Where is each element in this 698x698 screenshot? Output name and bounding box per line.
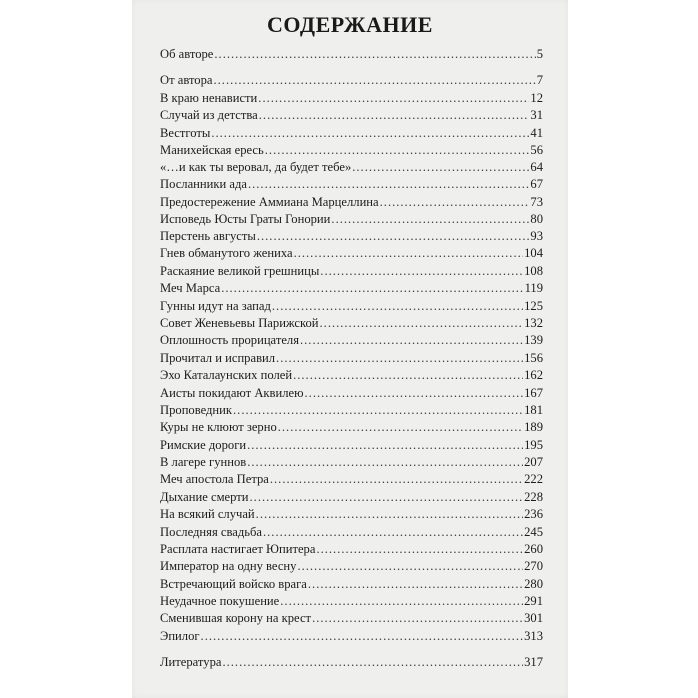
toc-entry-page-number: 5 xyxy=(536,47,543,61)
dot-leader xyxy=(265,143,530,158)
dot-leader xyxy=(214,47,535,62)
dot-leader xyxy=(312,611,523,626)
toc-entry-page-number: 139 xyxy=(524,333,543,347)
dot-leader xyxy=(294,246,524,261)
table-of-contents xyxy=(160,0,543,698)
dot-leader xyxy=(214,73,536,88)
dot-leader xyxy=(258,91,529,106)
toc-entry xyxy=(160,299,543,315)
toc-entry-page-number: 93 xyxy=(530,229,543,243)
toc-entry-page-number: 280 xyxy=(524,577,543,591)
toc-entry-title: Исповедь Юсты Граты Гонории xyxy=(160,212,331,226)
toc-entry-title: Эпилог xyxy=(160,629,200,643)
dot-leader xyxy=(320,316,524,331)
dot-leader xyxy=(280,594,523,609)
dot-leader xyxy=(297,559,523,574)
toc-entry-page-number: 228 xyxy=(524,490,543,504)
toc-entry-page-number: 270 xyxy=(524,559,543,573)
toc-entry-title: Неудачное покушение xyxy=(160,594,280,608)
dot-leader xyxy=(211,126,529,141)
dot-leader xyxy=(256,507,523,522)
dot-leader xyxy=(263,525,523,540)
toc-entry-title: Случай из детства xyxy=(160,108,258,122)
toc-entry-page-number: 12 xyxy=(530,91,543,105)
toc-entry-title: Посланники ада xyxy=(160,177,247,191)
toc-entry xyxy=(160,542,543,558)
toc-entry-title: Гнев обманутого жениха xyxy=(160,246,293,260)
toc-entry-title: Последняя свадьба xyxy=(160,525,262,539)
toc-entry-page-number: 125 xyxy=(524,299,543,313)
toc-entry xyxy=(160,507,543,523)
toc-entry xyxy=(160,611,543,627)
toc-entry xyxy=(160,368,543,384)
toc-entry-page-number: 132 xyxy=(524,316,543,330)
toc-entry xyxy=(160,143,543,159)
toc-entry-title: От автора xyxy=(160,73,213,87)
toc-entry-title: Римские дороги xyxy=(160,438,247,452)
toc-entry xyxy=(160,525,543,541)
toc-entry-title: Аисты покидают Аквилею xyxy=(160,386,304,400)
toc-entry-page-number: 313 xyxy=(524,629,543,643)
toc-entry-title: Меч Марса xyxy=(160,281,221,295)
dot-leader xyxy=(201,629,524,644)
page-title: СОДЕРЖАНИЕ xyxy=(267,12,433,37)
dot-leader xyxy=(247,455,523,470)
toc-entry-title: Куры не клюют зерно xyxy=(160,420,277,434)
toc-entry-page-number: 56 xyxy=(530,143,543,157)
toc-entry-title: Расплата настигает Юпитера xyxy=(160,542,316,556)
toc-entry-page-number: 167 xyxy=(524,386,543,400)
toc-entry xyxy=(160,47,543,63)
toc-entry xyxy=(160,316,543,332)
toc-entry-page-number: 7 xyxy=(536,73,543,87)
dot-leader xyxy=(222,655,523,670)
toc-entry xyxy=(160,455,543,471)
toc-entry xyxy=(160,177,543,193)
toc-entry xyxy=(160,629,543,645)
dot-leader xyxy=(380,195,530,210)
toc-entry xyxy=(160,386,543,402)
toc-entry-page-number: 108 xyxy=(524,264,543,278)
toc-entry xyxy=(160,73,543,89)
toc-entry-title: Перстень августы xyxy=(160,229,256,243)
toc-entry-page-number: 31 xyxy=(530,108,543,122)
toc-entry-title: Дыхание смерти xyxy=(160,490,249,504)
toc-entry-title: Предостережение Аммиана Марцеллина xyxy=(160,195,379,209)
toc-entry xyxy=(160,577,543,593)
toc-entry xyxy=(160,403,543,419)
toc-entry-page-number: 104 xyxy=(524,246,543,260)
toc-entry-page-number: 189 xyxy=(524,420,543,434)
toc-entry-title: Об авторе xyxy=(160,47,214,61)
dot-leader xyxy=(278,420,523,435)
toc-entry-title: Литература xyxy=(160,655,222,669)
toc-entry xyxy=(160,246,543,262)
toc-entry-title: Эхо Каталаунских полей xyxy=(160,368,293,382)
dot-leader xyxy=(293,368,523,383)
toc-entry-title: Гунны идут на запад xyxy=(160,299,271,313)
dot-leader xyxy=(257,229,530,244)
toc-entry-page-number: 301 xyxy=(524,611,543,625)
dot-leader xyxy=(276,351,523,366)
toc-entry xyxy=(160,91,543,107)
dot-leader xyxy=(331,212,529,227)
dot-leader xyxy=(272,299,523,314)
dot-leader xyxy=(305,386,524,401)
dot-leader xyxy=(259,108,530,123)
toc-entry xyxy=(160,490,543,506)
toc-entry-page-number: 222 xyxy=(524,472,543,486)
toc-entry xyxy=(160,438,543,454)
dot-leader xyxy=(308,577,523,592)
toc-entry-page-number: 67 xyxy=(530,177,543,191)
toc-entry-page-number: 207 xyxy=(524,455,543,469)
toc-entry xyxy=(160,126,543,142)
toc-entry-title: В краю ненависти xyxy=(160,91,258,105)
toc-entry xyxy=(160,351,543,367)
toc-entry-page-number: 162 xyxy=(524,368,543,382)
toc-entry xyxy=(160,108,543,124)
toc-entry-title: В лагере гуннов xyxy=(160,455,247,469)
toc-entry-page-number: 317 xyxy=(524,655,543,669)
toc-entry-page-number: 119 xyxy=(524,281,543,295)
toc-entry xyxy=(160,420,543,436)
toc-entry xyxy=(160,264,543,280)
toc-entry-title: Раскаяние великой грешницы xyxy=(160,264,320,278)
dot-leader xyxy=(221,281,523,296)
toc-entry xyxy=(160,333,543,349)
dot-leader xyxy=(247,438,523,453)
toc-entry xyxy=(160,212,543,228)
toc-entry-page-number: 291 xyxy=(524,594,543,608)
toc-entry-title: Манихейская ересь xyxy=(160,143,264,157)
toc-entry xyxy=(160,594,543,610)
dot-leader xyxy=(300,333,523,348)
toc-entry-title: Оплошность прорицателя xyxy=(160,333,299,347)
toc-entry xyxy=(160,281,543,297)
toc-entry-page-number: 80 xyxy=(530,212,543,226)
toc-entry-title: Совет Женевьевы Парижской xyxy=(160,316,319,330)
toc-entry-title: Встречающий войско врага xyxy=(160,577,307,591)
toc-entry-page-number: 245 xyxy=(524,525,543,539)
toc-entry xyxy=(160,559,543,575)
toc-entry-title: На всякий случай xyxy=(160,507,255,521)
dot-leader xyxy=(233,403,523,418)
toc-entry xyxy=(160,160,543,176)
toc-entry-page-number: 236 xyxy=(524,507,543,521)
dot-leader xyxy=(320,264,523,279)
toc-entry-page-number: 260 xyxy=(524,542,543,556)
dot-leader xyxy=(270,472,523,487)
dot-leader xyxy=(352,160,529,175)
toc-entry-page-number: 73 xyxy=(530,195,543,209)
dot-leader xyxy=(250,490,524,505)
dot-leader xyxy=(248,177,529,192)
toc-entry-title: Прочитал и исправил xyxy=(160,351,276,365)
toc-entry-title: Вестготы xyxy=(160,126,211,140)
dot-leader xyxy=(316,542,523,557)
toc-entry-title: Сменившая корону на крест xyxy=(160,611,312,625)
toc-entry xyxy=(160,229,543,245)
toc-entry-page-number: 181 xyxy=(524,403,543,417)
toc-entry xyxy=(160,472,543,488)
toc-entry-title: «…и как ты веровал, да будет тебе» xyxy=(160,160,352,174)
toc-entry-title: Меч апостола Петра xyxy=(160,472,269,486)
toc-entry-title: Император на одну весну xyxy=(160,559,297,573)
toc-entry-page-number: 64 xyxy=(530,160,543,174)
toc-entry-title: Проповедник xyxy=(160,403,233,417)
toc-entry-page-number: 156 xyxy=(524,351,543,365)
toc-entry xyxy=(160,655,543,671)
toc-entry-page-number: 41 xyxy=(530,126,543,140)
toc-entry xyxy=(160,195,543,211)
toc-entry-page-number: 195 xyxy=(524,438,543,452)
